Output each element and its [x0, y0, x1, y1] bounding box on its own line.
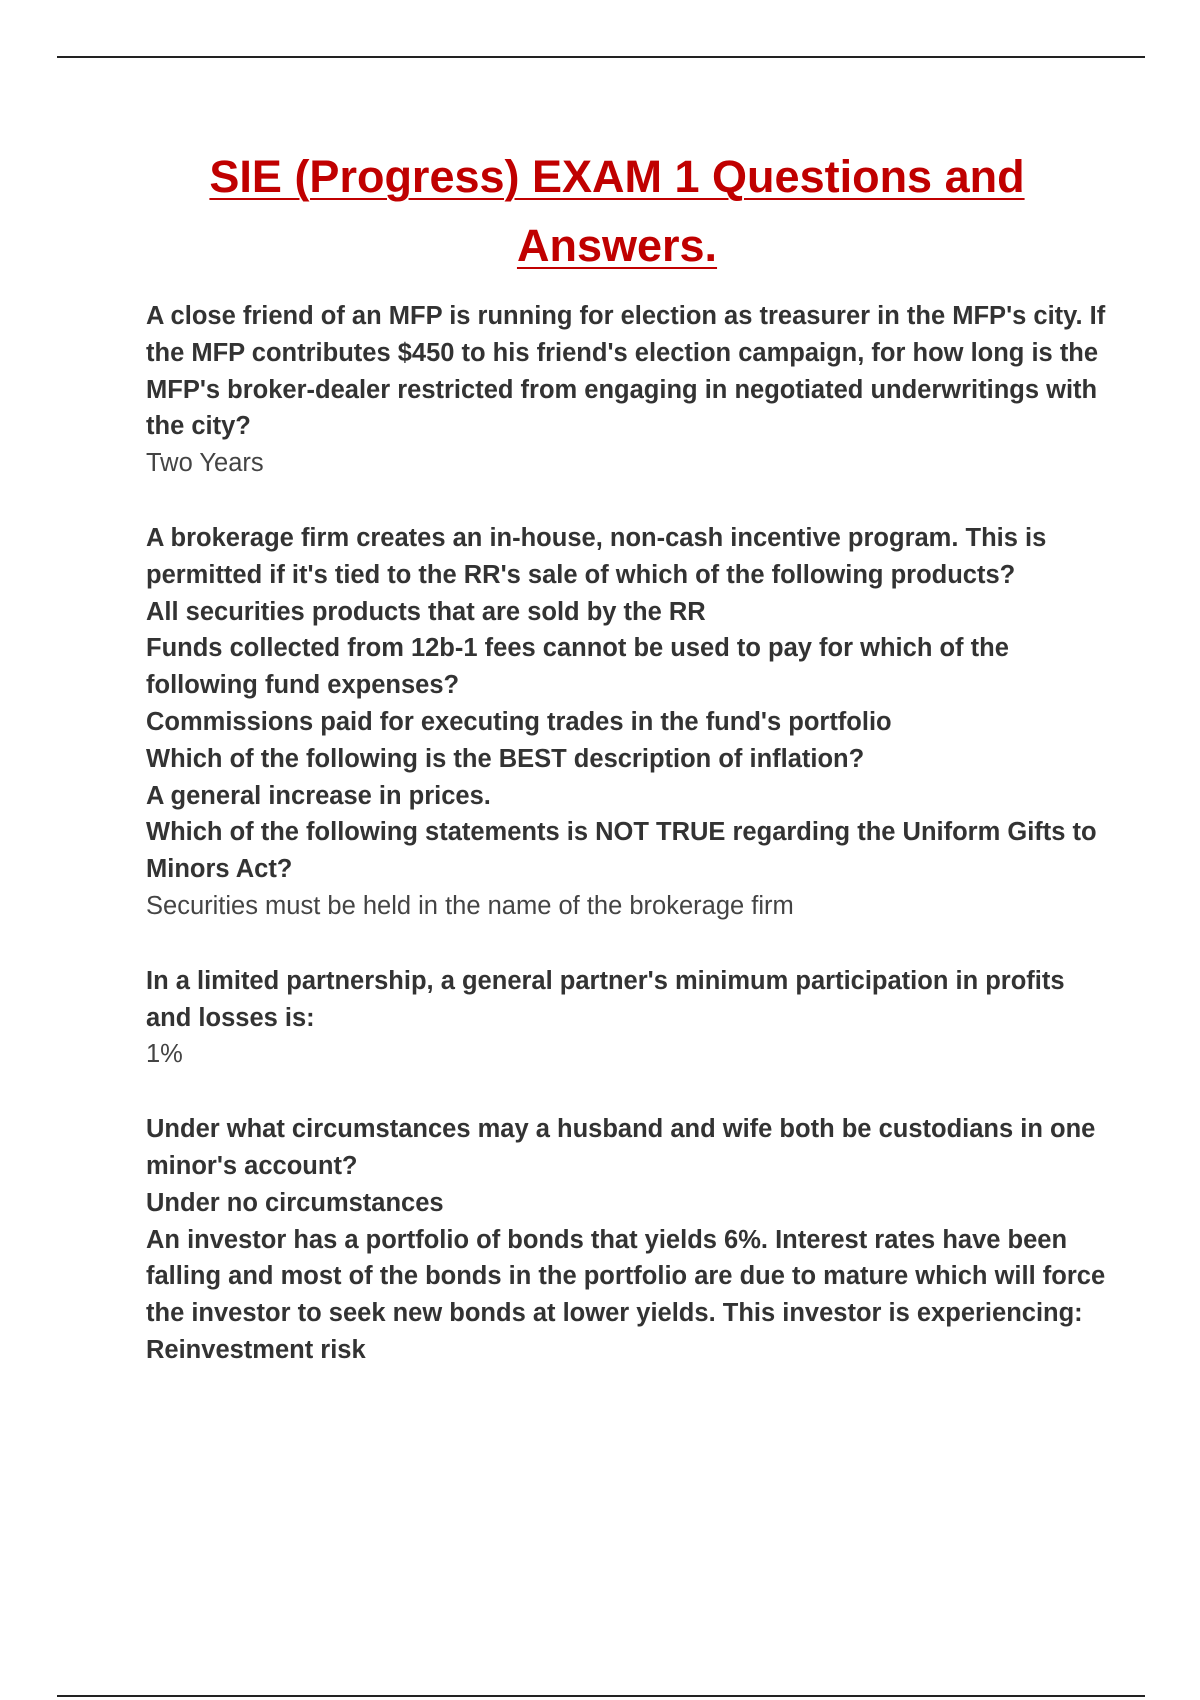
qa-list [146, 298, 1106, 1369]
question-1: A close friend of an MFP is running for election as treasurer in the MFP's city. If the MFP contributes $450 to his friend's election campaign, for how long is the MFP's broker-dealer restricted from engaging in negotiated underwritings with the city? [146, 302, 1106, 441]
spacer [146, 925, 1106, 963]
answer-3: Commissions paid for executing trades in the fund's portfolio [146, 707, 892, 736]
answer-5: Securities must be held in the name of the brokerage firm [146, 891, 794, 920]
top-rule [57, 56, 1145, 58]
question-8: An investor has a portfolio of bonds that yields 6%. Interest rates have been falling and most of the bonds in the portfolio are due to mature which will force the investor to seek new bonds at lower yields. This investor is experiencing: [146, 1225, 1106, 1328]
question-6: In a limited partnership, a general partner's minimum participation in profits and losses is: [146, 966, 1065, 1032]
answer-2: All securities products that are sold by the RR [146, 597, 706, 626]
question-3: Funds collected from 12b-1 fees cannot be used to pay for which of the following fund expenses? [146, 634, 1009, 700]
answer-4: A general increase in prices. [146, 781, 491, 810]
answer-7: Under no circumstances [146, 1188, 444, 1217]
bottom-rule [57, 1695, 1145, 1697]
question-5: Which of the following statements is NOT TRUE regarding the Uniform Gifts to Minors Act? [146, 818, 1097, 884]
question-2: A brokerage firm creates an in-house, non-cash incentive program. This is permitted if it's tied to the RR's sale of which of the following products? [146, 523, 1047, 589]
spacer [146, 1073, 1106, 1111]
question-4: Which of the following is the BEST description of inflation? [146, 744, 865, 773]
answer-8: Reinvestment risk [146, 1335, 366, 1364]
document-title [150, 142, 1084, 280]
spacer [146, 482, 1106, 520]
question-7: Under what circumstances may a husband and wife both be custodians in one minor's account? [146, 1115, 1096, 1180]
answer-1: Two Years [146, 449, 264, 478]
document-title-text: SIE (Progress) EXAM 1 Questions and Answers. [209, 151, 1025, 271]
answer-6: 1% [146, 1040, 183, 1069]
